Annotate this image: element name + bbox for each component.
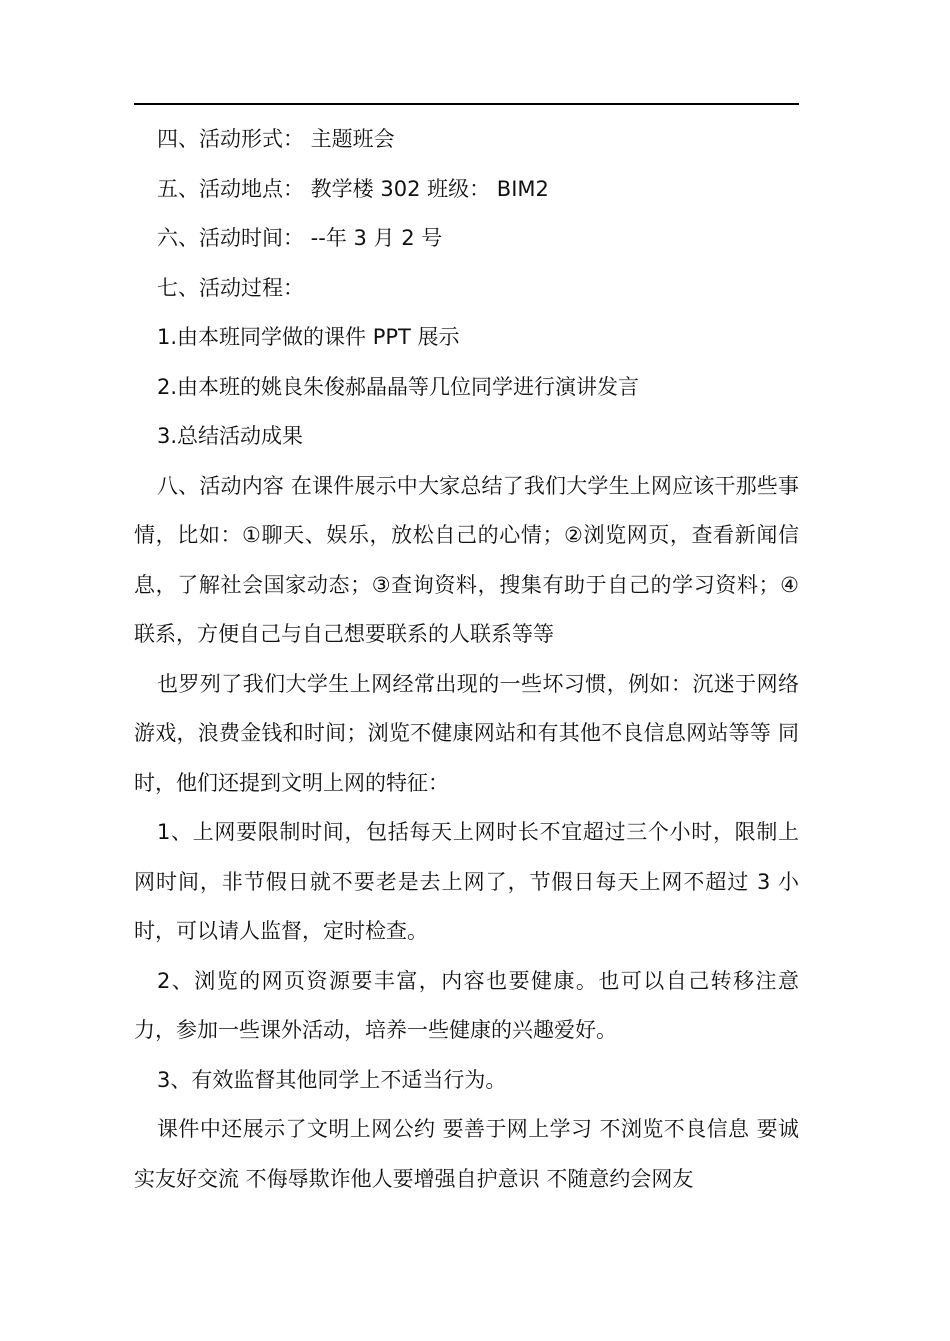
header-rule [134, 103, 799, 105]
activity-process-heading: 七、活动过程： [157, 275, 304, 300]
activity-time-line: 六、活动时间： --年 3 月 2 号 [157, 226, 443, 250]
bad-habits-paragraph: 也罗列了我们大学生上网经常出现的一些坏习惯，例如：沉迷于网络游戏，浪费金钱和时间；浏览不健康网站和有其他不良信息网站等等 同时，他们还提到文明上网的特征： [134, 671, 799, 795]
process-step-1: 1.由本班同学做的课件 PPT 展示 [157, 325, 460, 349]
convention-paragraph: 课件中还展示了文明上网公约 要善于网上学习 不浏览不良信息 要诚实友好交流 不侮辱欺诈他人要增强自护意识 不随意约会网友 [134, 1117, 799, 1191]
activity-content-paragraph: 八、活动内容 在课件展示中大家总结了我们大学生上网应该干那些事情，比如：①聊天、娱乐，放松自己的心情；②浏览网页，查看新闻信息，了解社会国家动态；③查询资料，搜集有助于自己的学习资料；④联系，方便自己与自己想要联系的人联系等等 [134, 473, 799, 646]
rule-2-paragraph: 2、浏览的网页资源要丰富，内容也要健康。也可以自己转移注意力，参加一些课外活动，培养一些健康的兴趣爱好。 [134, 968, 799, 1042]
document-body [134, 115, 799, 1204]
activity-location-line: 五、活动地点： 教学楼 302 班级： BIM2 [157, 176, 549, 201]
rule-3-paragraph: 3、有效监督其他同学上不适当行为。 [157, 1067, 507, 1092]
process-step-2: 2.由本班的姚良朱俊郝晶晶等几位同学进行演讲发言 [157, 374, 640, 399]
activity-format-line: 四、活动形式： 主题班会 [157, 127, 395, 151]
rule-1-paragraph: 1、上网要限制时间，包括每天上网时长不宜超过三个小时，限制上网时间，非节假日就不要老是去上网了，节假日每天上网不超过 3 小时，可以请人监督，定时检查。 [134, 820, 799, 943]
process-step-3: 3.总结活动成果 [157, 424, 304, 448]
